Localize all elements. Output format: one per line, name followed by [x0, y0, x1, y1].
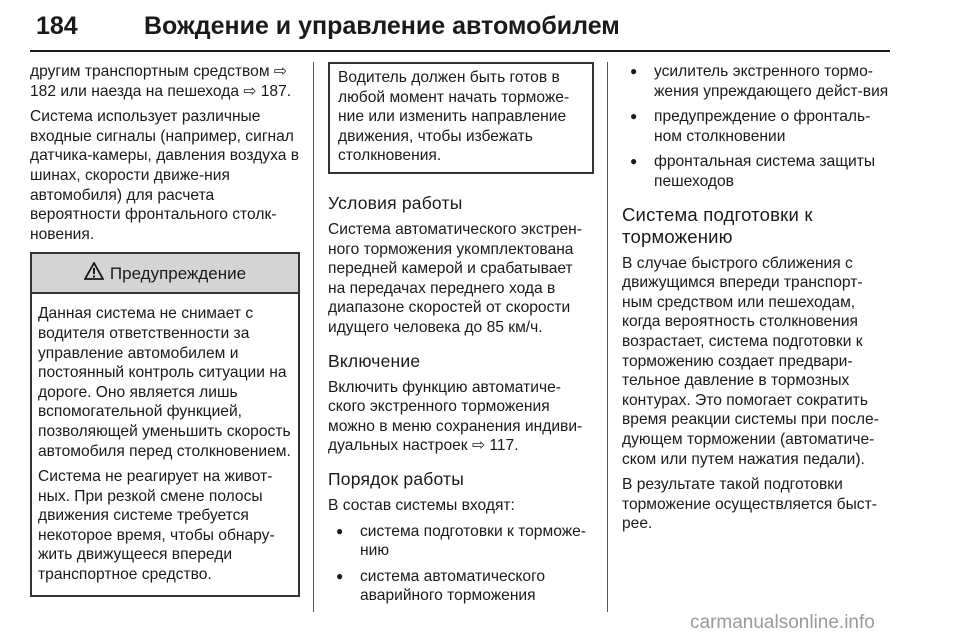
- activation-paragraph: Включить функцию автоматиче-ского экстренного торможения можно в меню сохранения индиви-дуальных настроек ⇨ 117.: [328, 378, 583, 455]
- column-divider-right: [607, 62, 608, 612]
- page-header: [30, 0, 890, 52]
- list-item: ● система автоматического аварийного торможения: [328, 567, 594, 606]
- watermark-text: carmanualsonline.info: [690, 612, 875, 633]
- heading-activation: Включение: [328, 350, 421, 371]
- list-item: ● система подготовки к торможе-нию: [328, 522, 594, 561]
- column-middle: [328, 62, 594, 612]
- warning-body: [32, 294, 298, 594]
- warning-paragraph-1: Данная система не снимает с водителя ответственности за управление автомобилем и постоянный контроль ситуации на дороге. Оно является лишь вспомогательной функцией, позволяющей уменьшить скорость автомобиля перед столкновением.: [38, 305, 291, 460]
- column-divider-left: [313, 62, 314, 612]
- list-item: ● усилитель экстренного тормо-жения упреждающего дейст-вия: [622, 62, 890, 101]
- list-item: ● предупреждение о фронталь-ном столкновении: [622, 107, 890, 146]
- warning-header: [32, 254, 298, 294]
- note-box: [328, 62, 594, 174]
- brake-prep-paragraph-1: В случае быстрого сближения с движущимся впереди транспорт-ным средством или пешеходам, когда вероятность столкновения возрастает, система подготовки к торможению создает предвари-тельное давление в тормозных контурах. Это помогает сократить время реакции системы при после-дующем торможении (автоматиче-ском или путем нажатия педали).: [622, 254, 879, 468]
- warning-triangle-icon: [84, 262, 104, 285]
- column-right: [622, 62, 890, 540]
- list-item: ● фронтальная система защиты пешеходов: [622, 152, 890, 191]
- warning-paragraph-2: Система не реагирует на живот-ных. При резкой смене полосы движения системе требуется некоторое время, чтобы обнару-жить движущееся впереди транспортное средство.: [38, 468, 275, 584]
- intro-paragraph: другим транспортным средством ⇨ 182 или наезда на пешехода ⇨ 187.: [30, 63, 292, 100]
- page-number: 184: [36, 12, 78, 40]
- header-rule: [30, 50, 890, 52]
- operation-paragraph: В состав системы входят:: [328, 496, 515, 514]
- note-text: Водитель должен быть готов в любой момент начать торможе-ние или изменить направление движения, чтобы избежать столкновения.: [338, 69, 570, 165]
- components-list-continued: [622, 62, 890, 192]
- brake-prep-paragraph-2: В результате такой подготовки торможение осуществляется быст-рее.: [622, 476, 877, 533]
- sensor-paragraph: Система использует различные входные сигналы (например, сигнал датчика-камеры, давления воздуха в шинах, скорости движе-ния автомобиля) для расчета вероятности фронтального столк-новения.: [30, 108, 299, 243]
- heading-brake-prep: Система подготовки к торможению: [622, 203, 813, 247]
- warning-box: [30, 252, 300, 596]
- page-title: Вождение и управление автомобилем: [144, 12, 620, 40]
- column-left: [30, 62, 300, 597]
- conditions-paragraph: Система автоматического экстрен-ного торможения укомплектована передней камерой и срабатывает на передачах переднего хода в диапазоне скоростей от скорости идущего человека до 85 км/ч.: [328, 220, 582, 336]
- heading-conditions: Условия работы: [328, 192, 463, 213]
- components-list: [328, 522, 594, 606]
- heading-operation: Порядок работы: [328, 468, 465, 489]
- warning-title: Предупреждение: [109, 263, 247, 283]
